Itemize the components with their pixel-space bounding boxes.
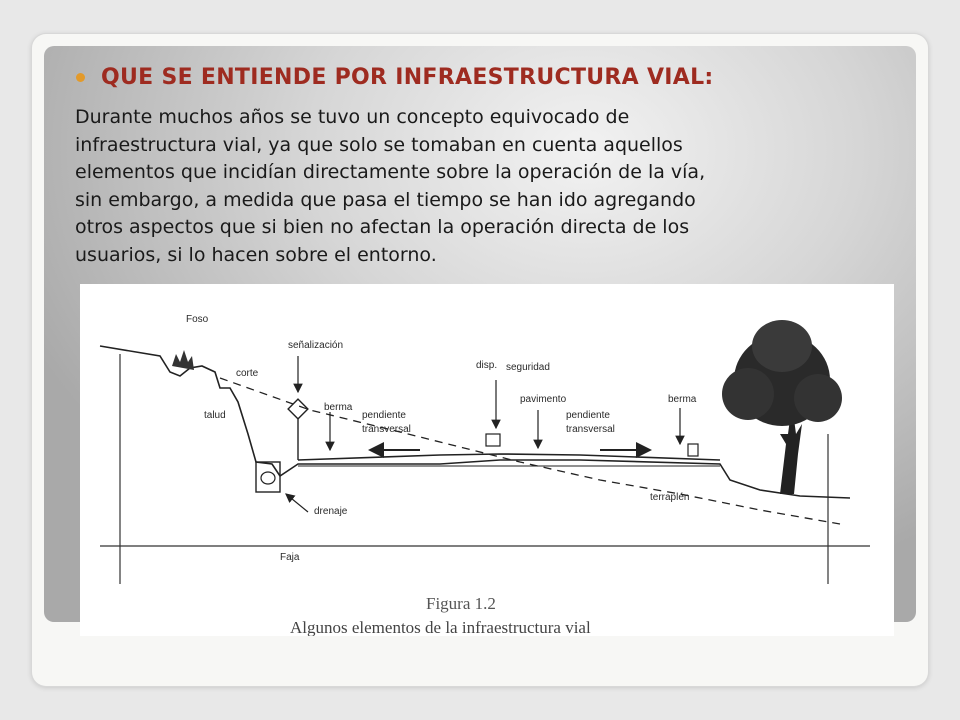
slide-paragraph <box>75 104 895 269</box>
heading-text: QUE SE ENTIENDE POR INFRAESTRUCTURA VIAL: <box>101 64 714 90</box>
road-infrastructure-figure <box>80 284 894 636</box>
label-disp: disp. <box>476 360 498 371</box>
paragraph-line: elementos que incidían directamente sobre la operación de la vía, <box>75 161 706 183</box>
label-faja: Faja <box>280 552 300 563</box>
bullet-icon <box>76 73 85 82</box>
label-drenaje: drenaje <box>314 506 348 517</box>
shrub-icon <box>172 350 194 370</box>
drainage-box <box>256 462 280 492</box>
caption-text: Algunos elementos de la infraestructura vial <box>290 618 591 636</box>
label-corte: corte <box>236 368 259 379</box>
safety-device-icon <box>486 434 500 446</box>
slide-heading <box>76 60 896 94</box>
label-pendiente-right-2: transversal <box>566 424 615 435</box>
tree-icon <box>722 320 842 494</box>
label-berma-left: berma <box>324 402 353 413</box>
label-seguridad: seguridad <box>506 362 550 373</box>
traffic-sign-icon <box>288 399 308 419</box>
right-berm-marker-icon <box>688 444 698 456</box>
label-terraplen: terraplén <box>650 492 690 503</box>
caption-title: Figura 1.2 <box>426 594 496 613</box>
drenaje-arrow <box>286 494 308 512</box>
paragraph-line: otros aspectos que si bien no afectan la operación directa de los <box>75 216 690 238</box>
drainage-pipe-icon <box>261 472 275 484</box>
label-pavimento: pavimento <box>520 394 567 405</box>
paragraph-line: sin embargo, a medida que pasa el tiempo se han ido agregando <box>75 188 696 211</box>
cross-section-diagram <box>80 284 894 636</box>
label-pendiente-left-2: transversal <box>362 424 411 435</box>
paragraph-line: usuarios, si lo hacen sobre el entorno. <box>75 243 437 266</box>
label-berma-right: berma <box>668 394 697 405</box>
paragraph-line: infraestructura vial, ya que solo se tomaban en cuenta aquellos <box>75 133 683 156</box>
label-talud: talud <box>204 410 226 421</box>
label-pendiente-right-1: pendiente <box>566 410 610 421</box>
label-senalizacion: señalización <box>288 340 344 351</box>
label-pendiente-left-1: pendiente <box>362 410 406 421</box>
paragraph-line: Durante muchos años se tuvo un concepto equivocado de <box>75 106 630 128</box>
label-foso: Foso <box>186 314 209 325</box>
